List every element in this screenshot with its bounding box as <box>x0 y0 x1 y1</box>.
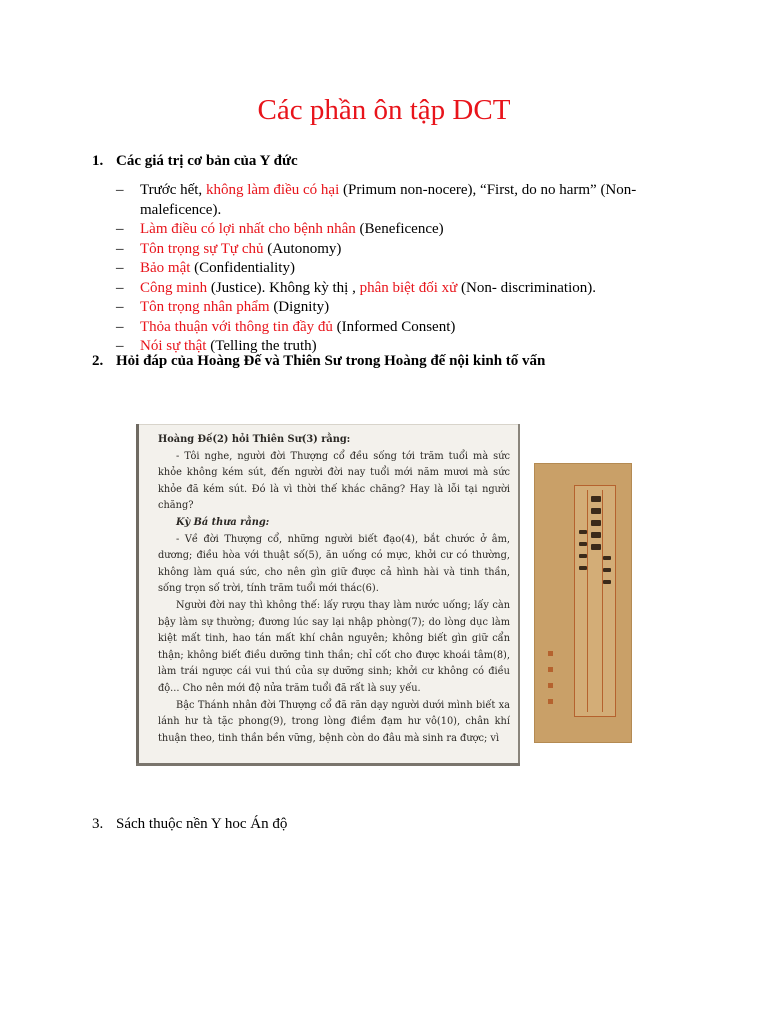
dash-marker: – <box>116 260 124 276</box>
item-highlight: Nói sự thật <box>140 338 207 354</box>
scan-edge <box>518 424 520 766</box>
list-item <box>116 298 676 318</box>
cover-glyph <box>591 520 601 526</box>
list-item <box>116 279 676 299</box>
item-highlight: Làm điều có lợi nhất cho bệnh nhân <box>140 221 356 237</box>
cover-glyph <box>591 508 601 514</box>
section-2-title: Hỏi đáp của Hoàng Đế và Thiên Sư trong Hoàng đế nội kinh tố vấn <box>116 353 546 369</box>
dash-marker: – <box>116 318 124 335</box>
scanned-text-image <box>136 424 520 766</box>
item-highlight: không làm điều có hại <box>205 182 340 198</box>
item-text: (Autonomy) <box>263 240 342 257</box>
item-highlight: Tôn trọng sự Tự chủ <box>140 240 264 257</box>
cover-glyph <box>591 496 601 502</box>
cover-glyph <box>603 568 611 572</box>
cover-glyph <box>591 532 601 538</box>
dash-marker: – <box>116 338 124 354</box>
item-text: (Beneficence) <box>355 221 444 237</box>
scan-heading: Hoàng Đế(2) hỏi Thiên Sư(3) rằng: <box>158 434 351 445</box>
scan-paragraph: Bậc Thánh nhân đời Thượng cổ đã răn dạy người dưới mình biết xa lánh hư tà tặc phong(9), trong lòng điềm đạm hư vô(10), chân khí thuận theo, tinh thần bền vững, bệnh còn do đâu mà sinh ra được; vì <box>158 699 510 744</box>
values-list <box>116 181 676 357</box>
section-1-title: Các giá trị cơ bản của Y đức <box>116 153 298 169</box>
cover-glyph <box>579 542 587 546</box>
section-1-number: 1. <box>92 153 104 169</box>
item-highlight: Tôn trọng nhân phẩm <box>140 299 270 315</box>
cover-glyph <box>579 566 587 570</box>
page-title: Các phần ôn tập DCT <box>257 94 511 126</box>
item-text: (Primum non-nocere), “First, do no harm” (Non-maleficence). <box>140 182 637 218</box>
cover-glyph <box>579 554 587 558</box>
cover-stamp <box>548 651 553 656</box>
scan-subheading: Kỳ Bá thưa rằng: <box>176 516 270 528</box>
list-item <box>116 318 676 338</box>
dash-marker: – <box>116 299 124 315</box>
scan-edge <box>136 424 139 766</box>
item-text: (Dignity) <box>269 299 330 315</box>
item-highlight: Bảo mật <box>140 260 191 276</box>
section-2-heading <box>92 351 545 371</box>
scan-text <box>158 432 510 747</box>
list-item <box>116 181 676 220</box>
item-highlight: Thỏa thuận với thông tin đầy đủ <box>140 318 333 335</box>
list-item <box>116 240 676 260</box>
scan-edge <box>136 763 520 766</box>
item-text: (Non- discrimination). <box>457 279 597 296</box>
dash-marker: – <box>116 221 124 237</box>
scan-paragraph: Người đời nay thì không thế: lấy rượu thay làm nước uống; lấy càn bậy làm sự thường; đương lúc say lại nhập phòng(7); do lòng dục làm kiệt mất tinh, hao tán mất khí chân nguyên; không biết gìn giữ cẩn thận; không biết điều dưỡng tinh thần; chỉ cốt cho được khoái tâm(8), làm trái ngược cái vui thú của sự dưỡng sinh; khởi cư không có điều độ... Cho nên mới độ nửa trăm tuổi đã rất là suy yếu. <box>158 599 510 694</box>
scan-paragraph: - Về đời Thượng cổ, những người biết đạo(4), bắt chước ở âm, dương; điều hòa với thuật số(5), ăn uống có mực, khởi cư có thường, không làm quá sức, cho nên gìn giữ được cả hình hài và tinh thần, sống trọn số trời, tính trăm tuổi mới thác(6). <box>158 533 510 595</box>
item-text: (Informed Consent) <box>332 318 456 335</box>
dash-marker: – <box>116 240 124 257</box>
cover-stamp <box>548 683 553 688</box>
section-2-number: 2. <box>92 353 104 369</box>
section-1-heading <box>92 151 298 171</box>
cover-glyph <box>603 556 611 560</box>
dash-marker: – <box>116 182 124 198</box>
item-text: (Telling the truth) <box>206 338 317 354</box>
cover-glyph <box>603 580 611 584</box>
item-highlight: Công minh <box>140 279 208 296</box>
item-text: Trước hết, <box>140 182 206 198</box>
section-3-number: 3. <box>92 816 104 832</box>
section-3-paragraph <box>92 814 287 834</box>
item-text: (Confidentiality) <box>190 260 295 276</box>
cover-stamp <box>548 667 553 672</box>
scan-paragraph: - Tôi nghe, người đời Thượng cổ đều sống tới trăm tuổi mà sức khỏe không kém sút, đến người đời nay tuổi mới năm mươi mà sức khỏe đã kém sút. Đó là vì thời thế khác chăng? Hay là lỗi tại người chăng? <box>158 450 510 512</box>
cover-glyph <box>591 544 601 550</box>
section-3-text: Sách thuộc nền Y hoc Án độ <box>116 816 288 832</box>
item-text: (Justice). Không kỳ thị , <box>207 279 360 296</box>
list-item <box>116 220 676 240</box>
dash-marker: – <box>116 279 124 296</box>
cover-title-label <box>574 485 616 717</box>
item-highlight: phân biệt đối xử <box>359 279 458 296</box>
book-cover-image <box>534 463 632 743</box>
cover-stamp <box>548 699 553 704</box>
list-item <box>116 259 676 279</box>
cover-glyph <box>579 530 587 534</box>
